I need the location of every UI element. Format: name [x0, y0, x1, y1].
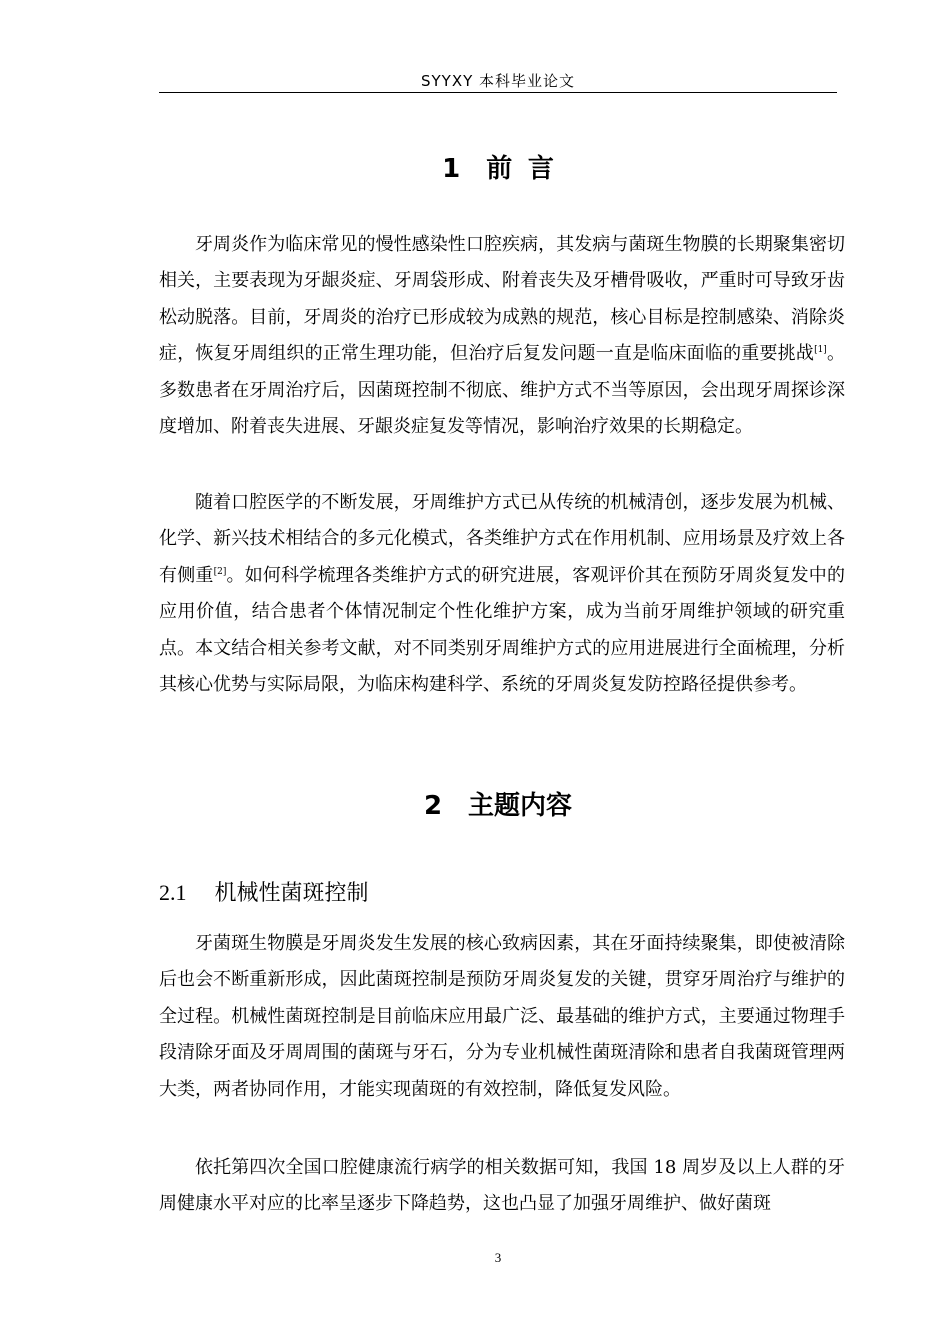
page-number: 3 — [494, 1250, 502, 1265]
subsection-2-1-heading — [159, 876, 837, 907]
citation-2: [2] — [213, 566, 227, 577]
subsection-2-1-paragraph-2: 依托第四次全国口腔健康流行病学的相关数据可知，我国 18 周岁及以上人群的牙周健康水平对应的比率呈逐步下降趋势，这也凸显了加强牙周维护、做好菌斑 — [159, 1157, 845, 1215]
subsection-2-1-number: 2.1 — [159, 880, 187, 905]
section-1-title: 前言 — [486, 154, 570, 184]
subsection-2-1-title: 机械性菌斑控制 — [214, 881, 369, 906]
section-1-heading — [159, 148, 837, 185]
section-1-paragraph-2 — [159, 485, 845, 703]
paragraph-text: 随着口腔医学的不断发展，牙周维护方式已从传统的机械清创，逐步发展为机械、化学、新兴技术相结合的多元化模式，各类维护方式在作用机制、应用场景及疗效上各有侧重 — [159, 492, 845, 586]
section-2-number: 2 — [423, 791, 443, 821]
citation-1: [1] — [814, 345, 827, 356]
running-header: SYYXY 本科毕业论文 — [420, 72, 576, 90]
header-rule — [159, 92, 837, 93]
paragraph-text: 。如何科学梳理各类维护方式的研究进展，客观评价其在预防牙周炎复发中的应用价值，结合患者个体情况制定个性化维护方案，成为当前牙周维护领域的研究重点。本文结合相关参考文献，对不同类别牙周维护方式的应用进展进行全面梳理，分析其核心优势与实际局限，为临床构建科学、系统的牙周炎复发防控路径提供参考。 — [159, 564, 846, 696]
subsection-2-1-paragraph-1: 牙菌斑生物膜是牙周炎发生发展的核心致病因素，其在牙面持续聚集，即使被清除后也会不断重新形成，因此菌斑控制是预防牙周炎复发的关键，贯穿牙周治疗与维护的全过程。机械性菌斑控制是目前临床应用最广泛、最基础的维护方式，主要通过物理手段清除牙面及牙周周围的菌斑与牙石，分为专业机械性菌斑清除和患者自我菌斑管理两大类，两者协同作用，才能实现菌斑的有效控制，降低复发风险。 — [159, 933, 845, 1100]
section-1-paragraph-1 — [159, 227, 845, 445]
section-1-number: 1 — [442, 154, 461, 184]
paragraph-text: 牙周炎作为临床常见的慢性感染性口腔疾病，其发病与菌斑生物膜的长期聚集密切相关，主要表现为牙龈炎症、牙周袋形成、附着丧失及牙槽骨吸收，严重时可导致牙齿松动脱落。目前，牙周炎的治疗已形成较为成熟的规范，核心目标是控制感染、消除炎症，恢复牙周组织的正常生理功能，但治疗后复发问题一直是临床面临的重要挑战 — [159, 234, 845, 365]
paragraph-text: 。多数患者在牙周治疗后，因菌斑控制不彻底、维护方式不当等原因，会出现牙周探诊深度增加、附着丧失进展、牙龈炎症复发等情况，影响治疗效果的长期稳定。 — [159, 343, 846, 438]
section-2-title: 主题内容 — [468, 791, 573, 821]
section-2-heading — [159, 785, 837, 822]
